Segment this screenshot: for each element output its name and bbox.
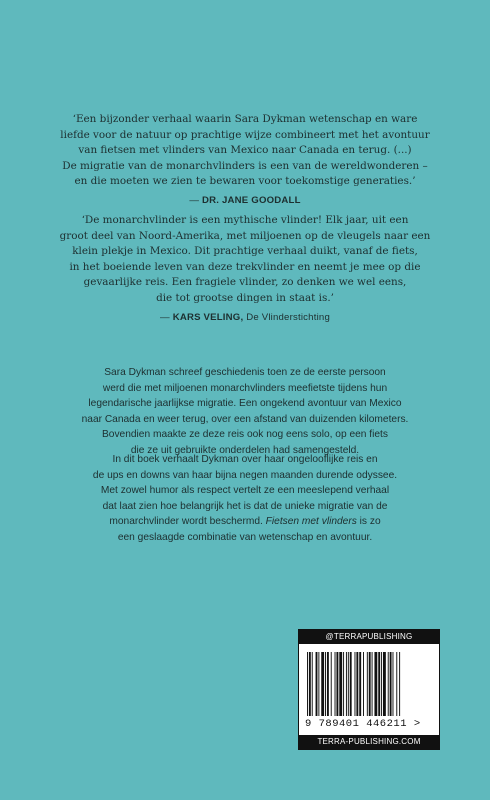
barcode-bar [383, 652, 386, 716]
barcode-bars [307, 652, 431, 716]
quote-text: ‘De monarchvlinder is een mythische vlinder! Elk jaar, uit een groot deel van Noord-Amerika, met miljoenen op de vleugels naar een klein plekje in Mexico. Dit prachtige verhaal duikt, vanaf de fiets, in het boeiende leven van deze trekvlinder en neemt je mee op die gevaarlijke reis. Een fragiele vlinder, zo denken we wel eens, die tot grootse dingen in staat is.’ [59, 214, 431, 304]
barcode-bar [359, 652, 361, 716]
paragraph-text: Sara Dykman schreef geschiedenis toen ze de eerste persoon werd die met miljoenen monarchvlinders meefietste tijdens hun legendarische jaarlijkse migratie. Een ongekend avontuur van Mexico naar Canada en weer terug, over een afstand van duizenden kilometers. Bovendien maakte ze deze reis ook nog eens solo, op een fiets die ze uit gebruikte onderdelen had samengesteld. [81, 367, 409, 456]
attribution-dash: — [189, 194, 200, 206]
barcode-bar [325, 652, 326, 716]
quote-attribution [50, 310, 440, 326]
barcode-bar [396, 652, 397, 716]
barcode-bar [399, 652, 400, 716]
barcode-bar [374, 652, 377, 716]
barcode-bar [381, 652, 382, 716]
barcode-bar [393, 652, 394, 716]
book-title: Fietsen met vlinders [265, 516, 357, 527]
barcode-bar [335, 652, 336, 716]
barcode-bar [348, 652, 349, 716]
barcode-bar [327, 652, 329, 716]
barcode-bar [309, 652, 311, 716]
paragraph-text-end: is zo een geslaagde combinatie van wetenschap en avontuur. [117, 516, 381, 543]
barcode-bar [312, 652, 313, 716]
publisher-website: TERRA-PUBLISHING.COM [299, 735, 439, 749]
barcode-bar [316, 652, 318, 716]
paragraph-text [30, 452, 460, 545]
isbn-number: 9 789401 446211 > [305, 718, 421, 730]
barcode-bar [318, 652, 319, 716]
barcode-bar [339, 652, 342, 716]
barcode-bar [372, 652, 373, 716]
barcode-bar [336, 652, 338, 716]
publisher-handle: @TERRAPUBLISHING [299, 630, 439, 644]
barcode-bar [355, 652, 356, 716]
barcode-bar [321, 652, 324, 716]
barcode-bar [346, 652, 347, 716]
attribution-affiliation: De Vlinderstichting [243, 311, 330, 323]
attribution-name: DR. JANE GOODALL [202, 194, 301, 206]
barcode-bar [363, 652, 364, 716]
description-paragraph-2 [30, 452, 460, 545]
attribution-dash: — [160, 311, 170, 323]
quote-text: ‘Een bijzonder verhaal waarin Sara Dykman wetenschap en ware liefde voor de natuur op prachtige wijze combineert met het avontuur van fietsen met vlinders van Mexico naar Canada en terug. (...) De migratie van de monarchvlinders is een van de wereldwonderen – en die moeten we zien te bewaren voor toekomstige generaties.’ [60, 113, 430, 188]
endorsement-quote-goodall [50, 112, 440, 209]
barcode-bar [390, 652, 392, 716]
barcode-bar [307, 652, 308, 716]
barcode-bar [378, 652, 380, 716]
description-paragraph-1 [30, 365, 460, 458]
endorsement-quote-veling [50, 213, 440, 325]
attribution-name: KARS VELING, [172, 311, 244, 323]
barcode-bar [369, 652, 371, 716]
quote-attribution [50, 193, 440, 209]
barcode-bar [367, 652, 368, 716]
paragraph-text-start: In dit boek verhaalt Dykman over haar ongelooflijke reis en de ups en downs van haar bijna negen maanden durende odyssee. Met zowel humor als respect vertelt ze een meeslepend verhaal dat laat zien hoe belangrijk het is dat de unieke migratie van de monarchvlinder wordt beschermd. [92, 454, 398, 527]
barcode-bar [331, 652, 332, 716]
barcode-bar [356, 652, 358, 716]
barcode-bar [350, 652, 352, 716]
barcode-bar [343, 652, 344, 716]
barcode-bar [388, 652, 389, 716]
isbn-barcode-box [298, 629, 440, 750]
